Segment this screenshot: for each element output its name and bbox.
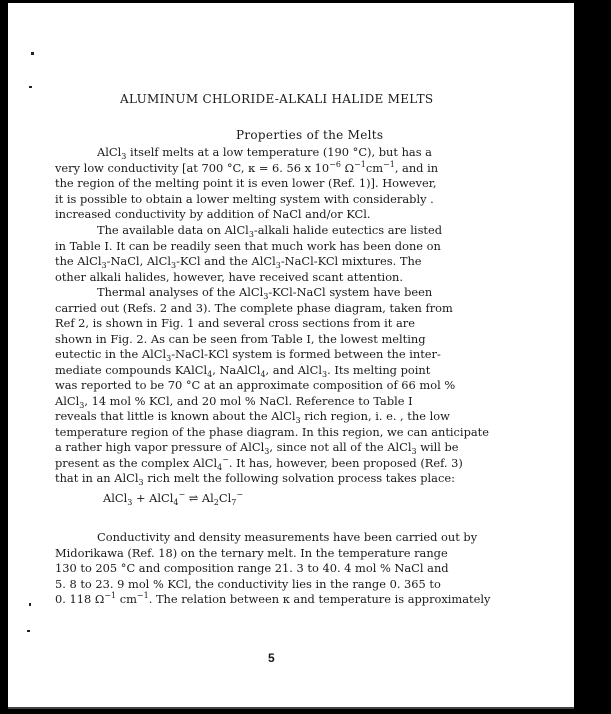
paragraph-2-line: other alkali halides, however, have received scant attention. — [55, 269, 404, 284]
paragraph-3-line: a rather high vapor pressure of AlCl$_3$, since not all of the AlCl$_3$ will be — [55, 440, 459, 456]
paragraph-3-line: AlCl$_3$, 14 mol % KCl, and 20 mol % NaCl. Reference to Table I — [55, 393, 413, 410]
paragraph-1-line: increased conductivity by addition of NaCl and/or KCl. — [55, 207, 371, 221]
paragraph-5-line: 0. 118 $\Omega^{-1}$ $cm^{-1}$. The relation between κ and temperature is approximately — [55, 591, 491, 606]
paragraph-1-line: AlCl$_3$ itself melts at a low temperature (190 °C), but has a — [97, 145, 432, 161]
paragraph-5-line: 5. 8 to 23. 9 mol % KCl, the conductivity lies in the range 0. 365 to — [55, 576, 441, 591]
paragraph-1-line: it is possible to obtain a lower melting system with considerably . — [55, 191, 434, 206]
paragraph-3-line: temperature region of the phase diagram. In this region, we can anticipate — [55, 424, 489, 439]
scan-speck — [31, 52, 34, 55]
scan-speck — [29, 603, 31, 606]
paragraph-1-line: very low conductivity [at 700 °C, κ = 6. 56 x $10^{-6}$ $\Omega^{-1}cm^{-1}$, and in — [55, 159, 439, 175]
paragraph-2-line: The available data on AlCl$_3$-alkali halide eutectics are listed — [97, 223, 443, 239]
paragraph-3-line: mediate compounds KAlCl$_4$, NaAlCl$_4$, and AlCl$_3$. Its melting point — [55, 362, 431, 379]
paragraph-3-line: Thermal analyses of the AlCl$_3$-KCl-NaCl system have been — [97, 285, 433, 301]
paragraph-2-line: the AlCl$_3$-NaCl, AlCl$_3$-KCl and the AlCl$_3$-NaCl-KCl mixtures. The — [55, 254, 422, 270]
paragraph-3-line: was reported to be 70 °C at an approximate composition of 66 mol % — [55, 378, 456, 392]
paragraph-2-line: in Table I. It can be readily seen that much work has been done on — [55, 238, 441, 253]
paragraph-3-line: reveals that little is known about the AlCl$_3$ rich region, i. e. , the low — [55, 409, 450, 425]
paragraph-5-line: Midorikawa (Ref. 18) on the ternary melt. In the temperature range — [55, 545, 448, 560]
paragraph-5-line: Conductivity and density measurements have been carried out by — [97, 530, 478, 544]
paragraph-3-line: that in an AlCl$_3$ rich melt the following solvation process takes place: — [55, 471, 455, 487]
chemical-equation: AlCl$_3$ + AlCl$_4$− ⇌ $Al_2Cl_7^-$ — [103, 490, 244, 507]
document-title: ALUMINUM CHLORIDE-ALKALI HALIDE MELTS — [120, 92, 434, 106]
page-bottom-edge — [8, 707, 574, 709]
paragraph-3-line: eutectic in the AlCl$_3$-NaCl-KCl system is formed between the inter- — [55, 347, 441, 363]
paragraph-3-line: carried out (Refs. 2 and 3). The complete phase diagram, taken from — [55, 300, 453, 315]
paragraph-3-line: shown in Fig. 2. As can be seen from Table I, the lowest melting — [55, 331, 426, 346]
paragraph-3-line: Ref 2, is shown in Fig. 1 and several cross sections from it are — [55, 316, 415, 330]
page-number: 5 — [268, 651, 275, 665]
paragraph-3-line: present as the complex AlCl$_4$−. It has, however, been proposed (Ref. 3) — [55, 454, 463, 472]
paragraph-1-line: the region of the melting point it is even lower (Ref. 1)]. However, — [55, 176, 437, 190]
scan-speck — [29, 86, 32, 88]
paragraph-5-line: 130 to 205 °C and composition range 21. 3 to 40. 4 mol % NaCl and — [55, 561, 449, 575]
scan-speck — [27, 630, 30, 632]
section-heading: Properties of the Melts — [236, 128, 384, 142]
document-page — [8, 3, 574, 709]
